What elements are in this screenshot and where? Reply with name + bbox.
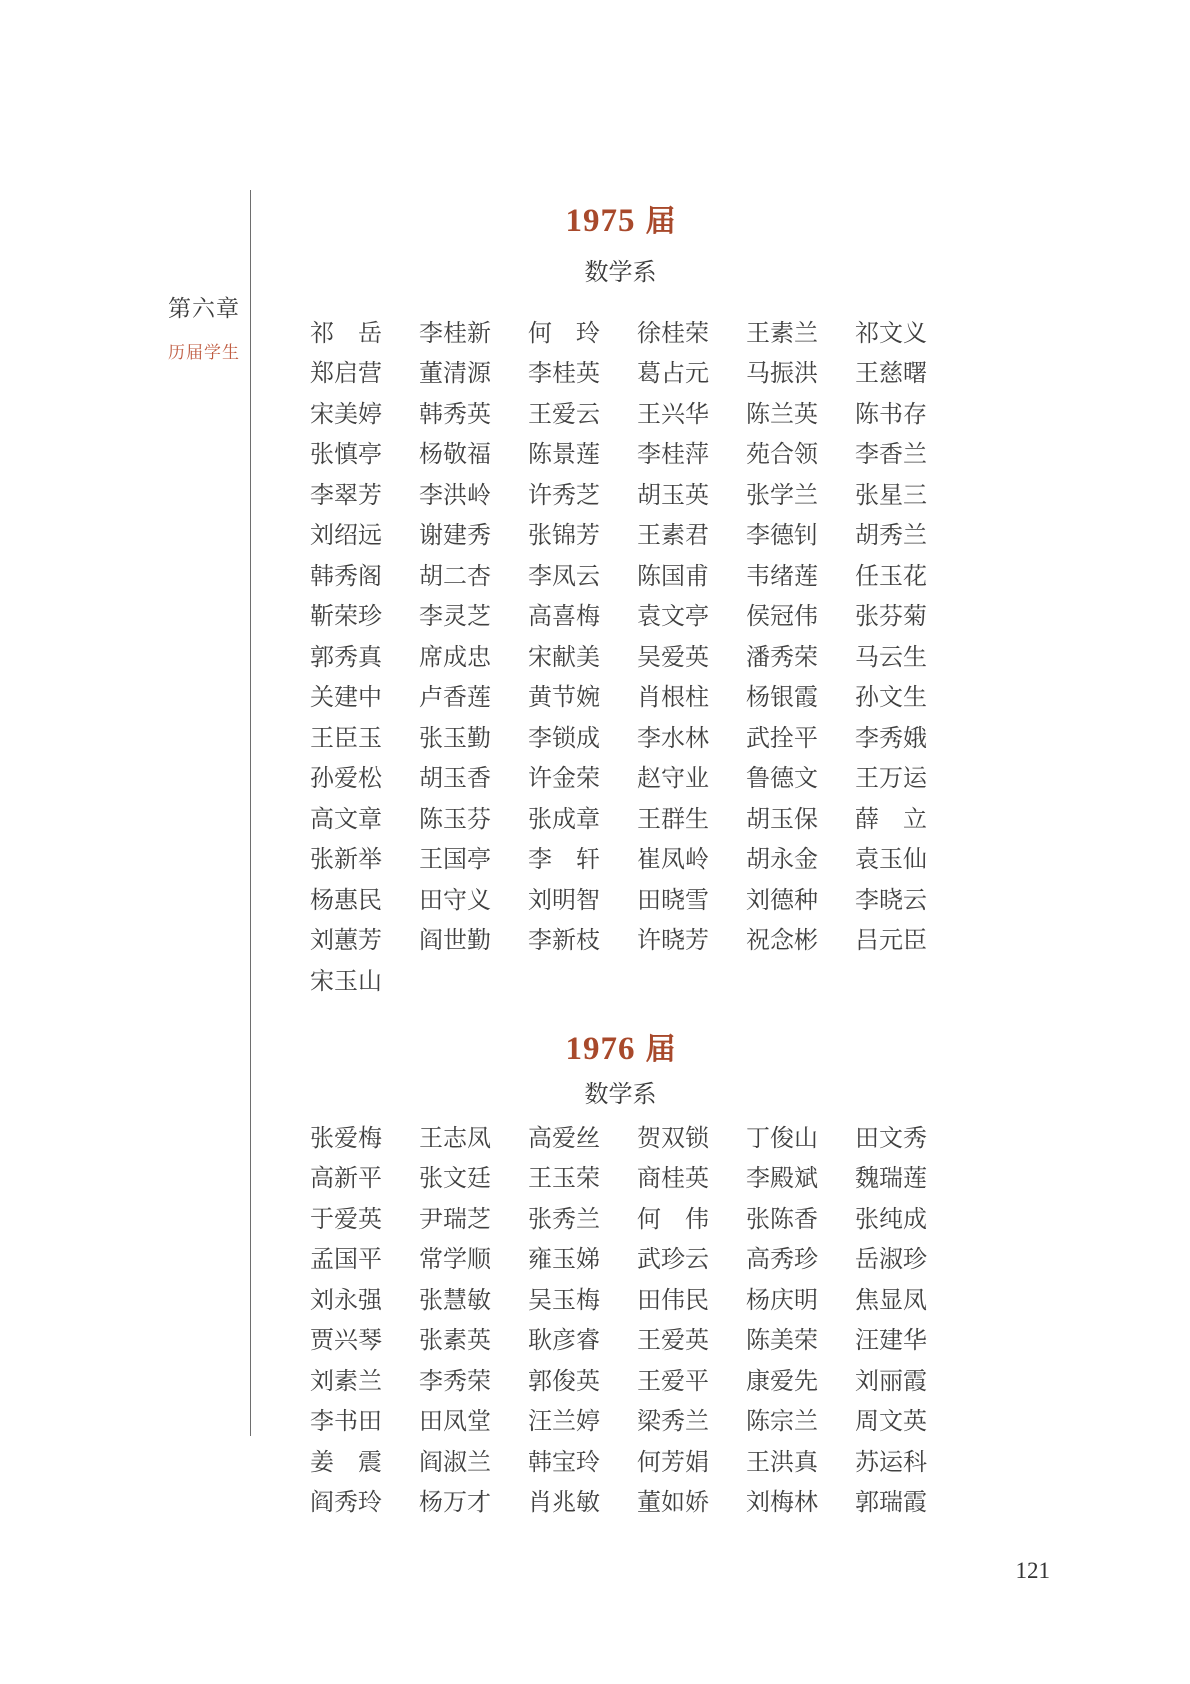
student-name: 杨万才 — [419, 1490, 491, 1517]
student-name: 刘永强 — [310, 1287, 382, 1314]
student-name: 袁玉仙 — [855, 847, 927, 874]
student-name: 杨庆明 — [746, 1287, 818, 1314]
student-name: 田晓雪 — [637, 887, 709, 914]
student-name: 张慎亭 — [310, 442, 382, 469]
student-name: 葛占元 — [637, 361, 709, 388]
student-name: 谢建秀 — [419, 523, 491, 550]
class-year: 1975 — [565, 203, 636, 239]
student-row — [310, 513, 950, 554]
student-name: 李秀荣 — [419, 1368, 491, 1395]
student-name: 武拴平 — [746, 725, 818, 752]
student-name: 李洪岭 — [419, 482, 491, 509]
student-name: 陈兰英 — [746, 401, 818, 428]
student-name: 丁俊山 — [746, 1125, 818, 1152]
student-name: 贺双锁 — [637, 1125, 709, 1152]
student-name: 李德钊 — [746, 523, 818, 550]
student-name: 陈景莲 — [528, 442, 600, 469]
student-name: 张星三 — [855, 482, 927, 509]
student-name: 张成章 — [528, 806, 600, 833]
student-name: 黄节婉 — [528, 685, 600, 712]
student-name: 靳荣珍 — [310, 604, 382, 631]
student-name: 王臣玉 — [310, 725, 382, 752]
student-row — [310, 958, 950, 999]
student-name: 杨银霞 — [746, 685, 818, 712]
student-row — [310, 877, 950, 918]
student-name: 田守义 — [419, 887, 491, 914]
student-name: 孙爱松 — [310, 766, 382, 793]
student-row — [310, 796, 950, 837]
student-name: 李新枝 — [528, 928, 600, 955]
student-row — [310, 1439, 950, 1480]
student-name: 李书田 — [310, 1409, 382, 1436]
student-row — [310, 1399, 950, 1440]
student-name: 李晓云 — [855, 887, 927, 914]
student-name: 王慈曙 — [855, 361, 927, 388]
student-name: 王群生 — [637, 806, 709, 833]
student-row — [310, 1156, 950, 1197]
student-name: 王国亭 — [419, 847, 491, 874]
student-name: 汪兰婷 — [528, 1409, 600, 1436]
student-name: 杨敬福 — [419, 442, 491, 469]
student-name: 吴爱英 — [637, 644, 709, 671]
student-name: 徐桂荣 — [637, 320, 709, 347]
student-name: 张文廷 — [419, 1166, 491, 1193]
student-row — [310, 918, 950, 959]
student-name: 潘秀荣 — [746, 644, 818, 671]
student-row — [310, 1480, 950, 1521]
student-name: 苑合领 — [746, 442, 818, 469]
student-name: 刘明智 — [528, 887, 600, 914]
student-name: 张锦芳 — [528, 523, 600, 550]
student-name: 阎淑兰 — [419, 1449, 491, 1476]
student-name: 祝念彬 — [746, 928, 818, 955]
student-name: 高爱丝 — [528, 1125, 600, 1152]
student-row — [310, 837, 950, 878]
student-name: 田文秀 — [855, 1125, 927, 1152]
student-name: 张芬菊 — [855, 604, 927, 631]
student-row — [310, 1115, 950, 1156]
student-name: 陈玉芬 — [419, 806, 491, 833]
class-year-suffix: 届 — [645, 205, 676, 238]
student-name: 张慧敏 — [419, 1287, 491, 1314]
student-name: 苏运科 — [855, 1449, 927, 1476]
student-name: 阎秀玲 — [310, 1490, 382, 1517]
student-name: 康爱先 — [746, 1368, 818, 1395]
student-name: 刘德种 — [746, 887, 818, 914]
student-name: 席成忠 — [419, 644, 491, 671]
student-name: 薛 立 — [855, 806, 927, 833]
student-name: 王素兰 — [746, 320, 818, 347]
student-name: 许晓芳 — [637, 928, 709, 955]
student-name: 王洪真 — [746, 1449, 818, 1476]
student-name: 王爱云 — [528, 401, 600, 428]
student-name: 李香兰 — [855, 442, 927, 469]
student-row — [310, 1237, 950, 1278]
student-name: 许秀芝 — [528, 482, 600, 509]
student-row — [310, 634, 950, 675]
student-name: 汪建华 — [855, 1328, 927, 1355]
student-name: 刘梅林 — [746, 1490, 818, 1517]
student-row — [310, 432, 950, 473]
student-name: 高喜梅 — [528, 604, 600, 631]
student-name: 宋美婷 — [310, 401, 382, 428]
student-name: 肖兆敏 — [528, 1490, 600, 1517]
student-name: 高文章 — [310, 806, 382, 833]
student-row — [310, 472, 950, 513]
student-name: 郑启营 — [310, 361, 382, 388]
student-name: 李殿斌 — [746, 1166, 818, 1193]
student-name: 胡玉英 — [637, 482, 709, 509]
student-name: 董如娇 — [637, 1490, 709, 1517]
student-name: 常学顺 — [419, 1247, 491, 1274]
department-heading-1975: 数学系 — [584, 259, 657, 286]
student-name: 关建中 — [310, 685, 382, 712]
student-name: 孙文生 — [855, 685, 927, 712]
student-name: 姜 震 — [310, 1449, 382, 1476]
student-name: 孟国平 — [310, 1247, 382, 1274]
student-name: 郭秀真 — [310, 644, 382, 671]
student-row — [310, 756, 950, 797]
student-name: 祁文义 — [855, 320, 927, 347]
class-year-title-1976 — [310, 1024, 931, 1068]
student-row — [310, 675, 950, 716]
student-name: 张陈香 — [746, 1206, 818, 1233]
class-year: 1976 — [565, 1031, 636, 1067]
student-name: 李 轩 — [528, 847, 600, 874]
student-name: 李秀娥 — [855, 725, 927, 752]
student-name: 张新举 — [310, 847, 382, 874]
student-name: 宋玉山 — [310, 968, 382, 995]
student-name: 郭瑞霞 — [855, 1490, 927, 1517]
student-name: 任玉花 — [855, 563, 927, 590]
student-name: 马振洪 — [746, 361, 818, 388]
student-name: 杨惠民 — [310, 887, 382, 914]
student-name: 魏瑞莲 — [855, 1166, 927, 1193]
student-name: 高秀珍 — [746, 1247, 818, 1274]
student-name: 袁文亭 — [637, 604, 709, 631]
student-name: 陈书存 — [855, 401, 927, 428]
student-name: 崔凤岭 — [637, 847, 709, 874]
student-name: 田凤堂 — [419, 1409, 491, 1436]
student-name: 陈宗兰 — [746, 1409, 818, 1436]
student-name: 卢香莲 — [419, 685, 491, 712]
student-name: 肖根柱 — [637, 685, 709, 712]
student-row — [310, 553, 950, 594]
student-name: 李凤云 — [528, 563, 600, 590]
student-name-grid-1976 — [310, 1115, 950, 1520]
student-name: 李锁成 — [528, 725, 600, 752]
student-name-grid-1975 — [310, 310, 950, 999]
student-name: 吴玉梅 — [528, 1287, 600, 1314]
student-name: 李桂新 — [419, 320, 491, 347]
class-year-suffix: 届 — [645, 1033, 676, 1066]
student-row — [310, 1358, 950, 1399]
student-name: 尹瑞芝 — [419, 1206, 491, 1233]
student-name: 刘绍远 — [310, 523, 382, 550]
student-name: 高新平 — [310, 1166, 382, 1193]
student-name: 董清源 — [419, 361, 491, 388]
chapter-title: 第六章 — [168, 296, 240, 321]
student-name: 于爱英 — [310, 1206, 382, 1233]
student-name: 刘素兰 — [310, 1368, 382, 1395]
student-name: 田伟民 — [637, 1287, 709, 1314]
student-name: 王素君 — [637, 523, 709, 550]
student-name: 张学兰 — [746, 482, 818, 509]
department-heading-1976: 数学系 — [584, 1081, 657, 1108]
student-name: 许金荣 — [528, 766, 600, 793]
student-name: 张素英 — [419, 1328, 491, 1355]
student-name: 何 伟 — [637, 1206, 709, 1233]
student-row — [310, 310, 950, 351]
student-name: 李翠芳 — [310, 482, 382, 509]
chapter-section-label: 历届学生 — [168, 343, 240, 362]
student-name: 李桂英 — [528, 361, 600, 388]
student-name: 胡二杏 — [419, 563, 491, 590]
student-name: 韩宝玲 — [528, 1449, 600, 1476]
student-row — [310, 1277, 950, 1318]
student-name: 张爱梅 — [310, 1125, 382, 1152]
student-name: 刘丽霞 — [855, 1368, 927, 1395]
student-name: 商桂英 — [637, 1166, 709, 1193]
student-name: 王万运 — [855, 766, 927, 793]
student-name: 李水林 — [637, 725, 709, 752]
student-row — [310, 594, 950, 635]
student-name: 胡玉香 — [419, 766, 491, 793]
student-name: 吕元臣 — [855, 928, 927, 955]
student-name: 梁秀兰 — [637, 1409, 709, 1436]
student-row — [310, 1196, 950, 1237]
student-row — [310, 391, 950, 432]
student-name: 韦绪莲 — [746, 563, 818, 590]
student-name: 祁 岳 — [310, 320, 382, 347]
student-name: 胡玉保 — [746, 806, 818, 833]
student-name: 王兴华 — [637, 401, 709, 428]
student-name: 王爱平 — [637, 1368, 709, 1395]
student-name: 耿彦睿 — [528, 1328, 600, 1355]
student-name: 李灵芝 — [419, 604, 491, 631]
student-name: 武珍云 — [637, 1247, 709, 1274]
student-name: 何芳娟 — [637, 1449, 709, 1476]
student-row — [310, 715, 950, 756]
student-name: 张纯成 — [855, 1206, 927, 1233]
student-name: 王志凤 — [419, 1125, 491, 1152]
student-name: 马云生 — [855, 644, 927, 671]
chapter-divider-rule — [250, 190, 251, 1436]
page-number: 121 — [1015, 1558, 1050, 1583]
student-row — [310, 351, 950, 392]
student-name: 周文英 — [855, 1409, 927, 1436]
student-name: 侯冠伟 — [746, 604, 818, 631]
student-name: 雍玉娣 — [528, 1247, 600, 1274]
student-name: 郭俊英 — [528, 1368, 600, 1395]
student-name: 赵守业 — [637, 766, 709, 793]
student-name: 韩秀英 — [419, 401, 491, 428]
student-name: 宋献美 — [528, 644, 600, 671]
student-name: 何 玲 — [528, 320, 600, 347]
student-row — [310, 1318, 950, 1359]
class-year-title-1975 — [310, 196, 931, 240]
student-name: 王玉荣 — [528, 1166, 600, 1193]
student-name: 贾兴琴 — [310, 1328, 382, 1355]
student-name: 陈国甫 — [637, 563, 709, 590]
student-name: 张秀兰 — [528, 1206, 600, 1233]
student-name: 刘蕙芳 — [310, 928, 382, 955]
chapter-sidebar — [40, 290, 240, 363]
student-name: 胡秀兰 — [855, 523, 927, 550]
student-name: 张玉勤 — [419, 725, 491, 752]
student-name: 岳淑珍 — [855, 1247, 927, 1274]
student-name: 鲁德文 — [746, 766, 818, 793]
student-name: 王爱英 — [637, 1328, 709, 1355]
student-name: 韩秀阁 — [310, 563, 382, 590]
student-name: 胡永金 — [746, 847, 818, 874]
student-name: 阎世勤 — [419, 928, 491, 955]
student-name: 李桂萍 — [637, 442, 709, 469]
student-name: 焦显凤 — [855, 1287, 927, 1314]
student-name: 陈美荣 — [746, 1328, 818, 1355]
